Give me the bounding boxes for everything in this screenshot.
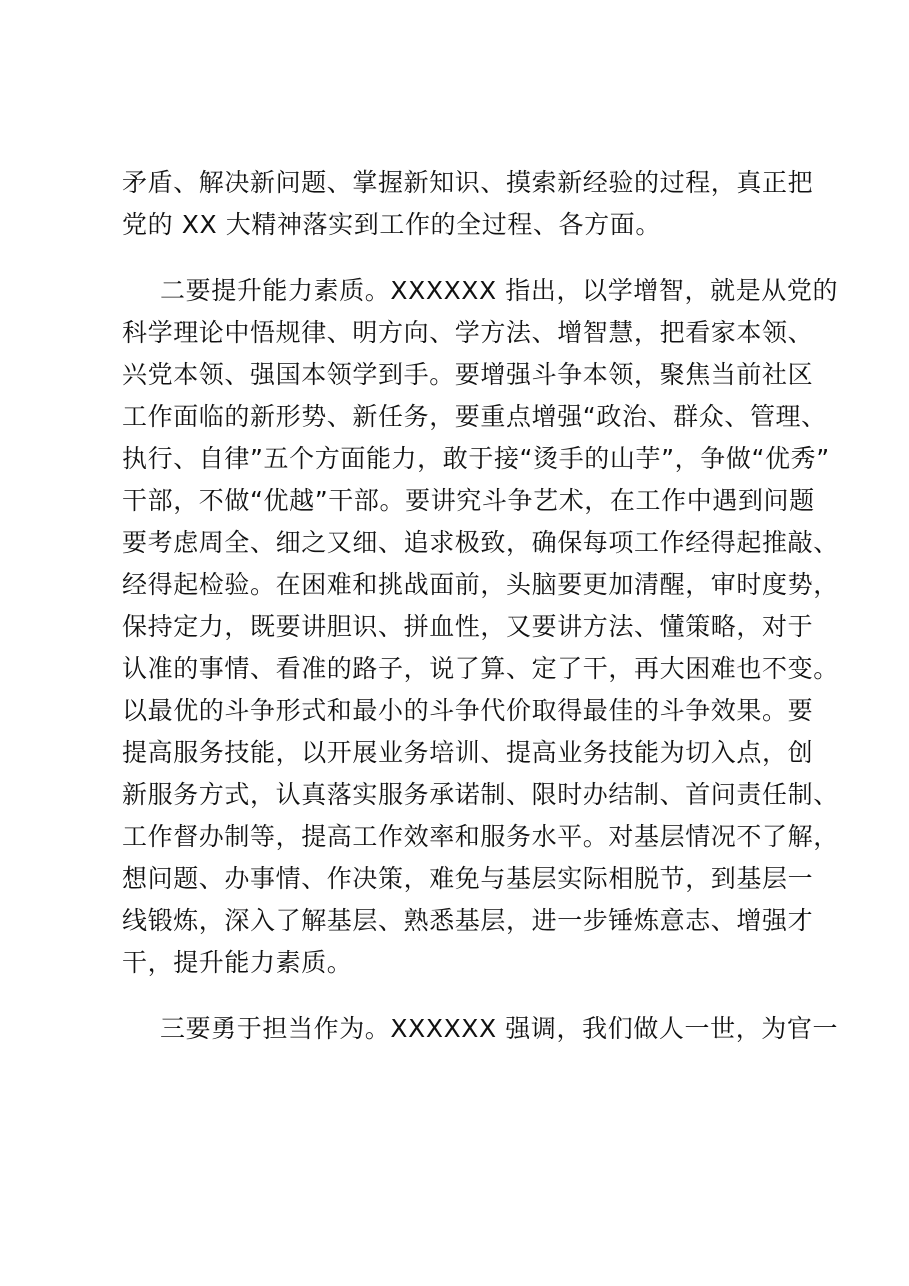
text-line: 三要勇于担当作为。XXXXXX 强调，我们做人一世，为官一 [160,1014,839,1043]
text-line: 执行、自律”五个方面能力，敢于接“烫手的山芋”，争做“优秀” [122,444,830,473]
text-line: 线锻炼，深入了解基层、熟悉基层，进一步锤炼意志、增强才 [122,906,814,935]
text-line: 想问题、办事情、作决策，难免与基层实际相脱节，到基层一 [122,864,814,893]
text-line: 认准的事情、看准的路子，说了算、定了干，再大困难也不变。 [122,654,839,683]
paragraph-3 [122,1008,839,1050]
text-line: 保持定力，既要讲胆识、拼血性，又要讲方法、懂策略，对于 [122,612,814,641]
text-line: 二要提升能力素质。XXXXXX 指出，以学增智，就是从党的 [160,276,839,305]
text-line: 以最优的斗争形式和最小的斗争代价取得最佳的斗争效果。要 [122,696,814,725]
document-body [122,162,839,1050]
text-line: 工作面临的新形势、新任务，要重点增强“政治、群众、管理、 [122,402,827,431]
text-line: 兴党本领、强国本领学到手。要增强斗争本领，聚焦当前社区 [122,360,814,389]
paragraph-spacer [122,246,822,270]
text-line: 党的 XX 大精神落实到工作的全过程、各方面。 [122,210,661,239]
text-line: 要考虑周全、细之又细、追求极致，确保每项工作经得起推敲、 [122,528,839,557]
text-line: 经得起检验。在困难和挑战面前，头脑要更加清醒，审时度势， [122,570,839,599]
text-line: 干部，不做“优越”干部。要讲究斗争艺术，在工作中遇到问题 [122,486,815,515]
paragraph-1 [122,162,822,246]
text-line: 矛盾、解决新问题、掌握新知识、摸索新经验的过程，真正把 [122,168,814,197]
text-line: 科学理论中悟规律、明方向、学方法、增智慧，把看家本领、 [122,318,814,347]
paragraph-spacer [122,984,822,1008]
text-line: 新服务方式，认真落实服务承诺制、限时办结制、首问责任制、 [122,780,839,809]
text-line: 干，提升能力素质。 [122,948,353,977]
text-line: 提高服务技能，以开展业务培训、提高业务技能为切入点，创 [122,738,814,767]
paragraph-2 [122,270,839,984]
text-line: 工作督办制等，提高工作效率和服务水平。对基层情况不了解， [122,822,839,851]
